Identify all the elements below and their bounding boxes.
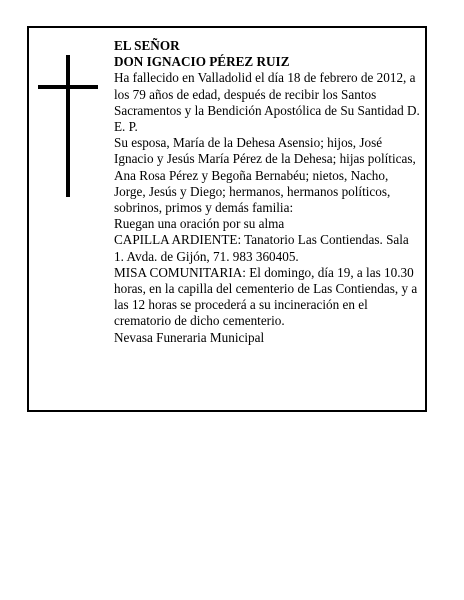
mass-info: MISA COMUNITARIA: El domingo, día 19, a las 10.30 horas, en la capilla del cementerio de Las Contiendas, y a las 12 horas se procederá a su incineración en el crematorio de dicho cementerio.: [114, 264, 418, 329]
obituary-text: [114, 38, 420, 346]
funeral-chapel-info: CAPILLA ARDIENTE: Tanatorio Las Contiendas. Sala 1. Avda. de Gijón, 71. 983 360405.: [114, 232, 409, 264]
prayer-request: Ruegan una oración por su alma: [114, 216, 285, 232]
family-list: Su esposa, María de la Dehesa Asensio; hijos, José Ignacio y Jesús María Pérez de la Dehesa; hijas políticas, Ana Rosa Pérez y Begoña Bernabéu; nietos, Nacho, Jorge, Jesús y Diego; hermanos, hermanos políticos, sobrinos, primos y demás familia:: [114, 135, 416, 216]
cross-vertical-bar: [66, 55, 70, 197]
cross-horizontal-bar: [38, 85, 98, 89]
deceased-name: DON IGNACIO PÉREZ RUIZ: [114, 54, 290, 70]
death-announcement: Ha fallecido en Valladolid el día 18 de febrero de 2012, a los 79 años de edad, después de recibir los Santos Sacramentos y la Bendición Apostólica de Su Santidad D. E. P.: [114, 70, 420, 135]
latin-cross-icon: [38, 55, 98, 197]
funeral-home: Nevasa Funeraria Municipal: [114, 329, 265, 345]
title-el-senor: EL SEÑOR: [114, 38, 180, 53]
